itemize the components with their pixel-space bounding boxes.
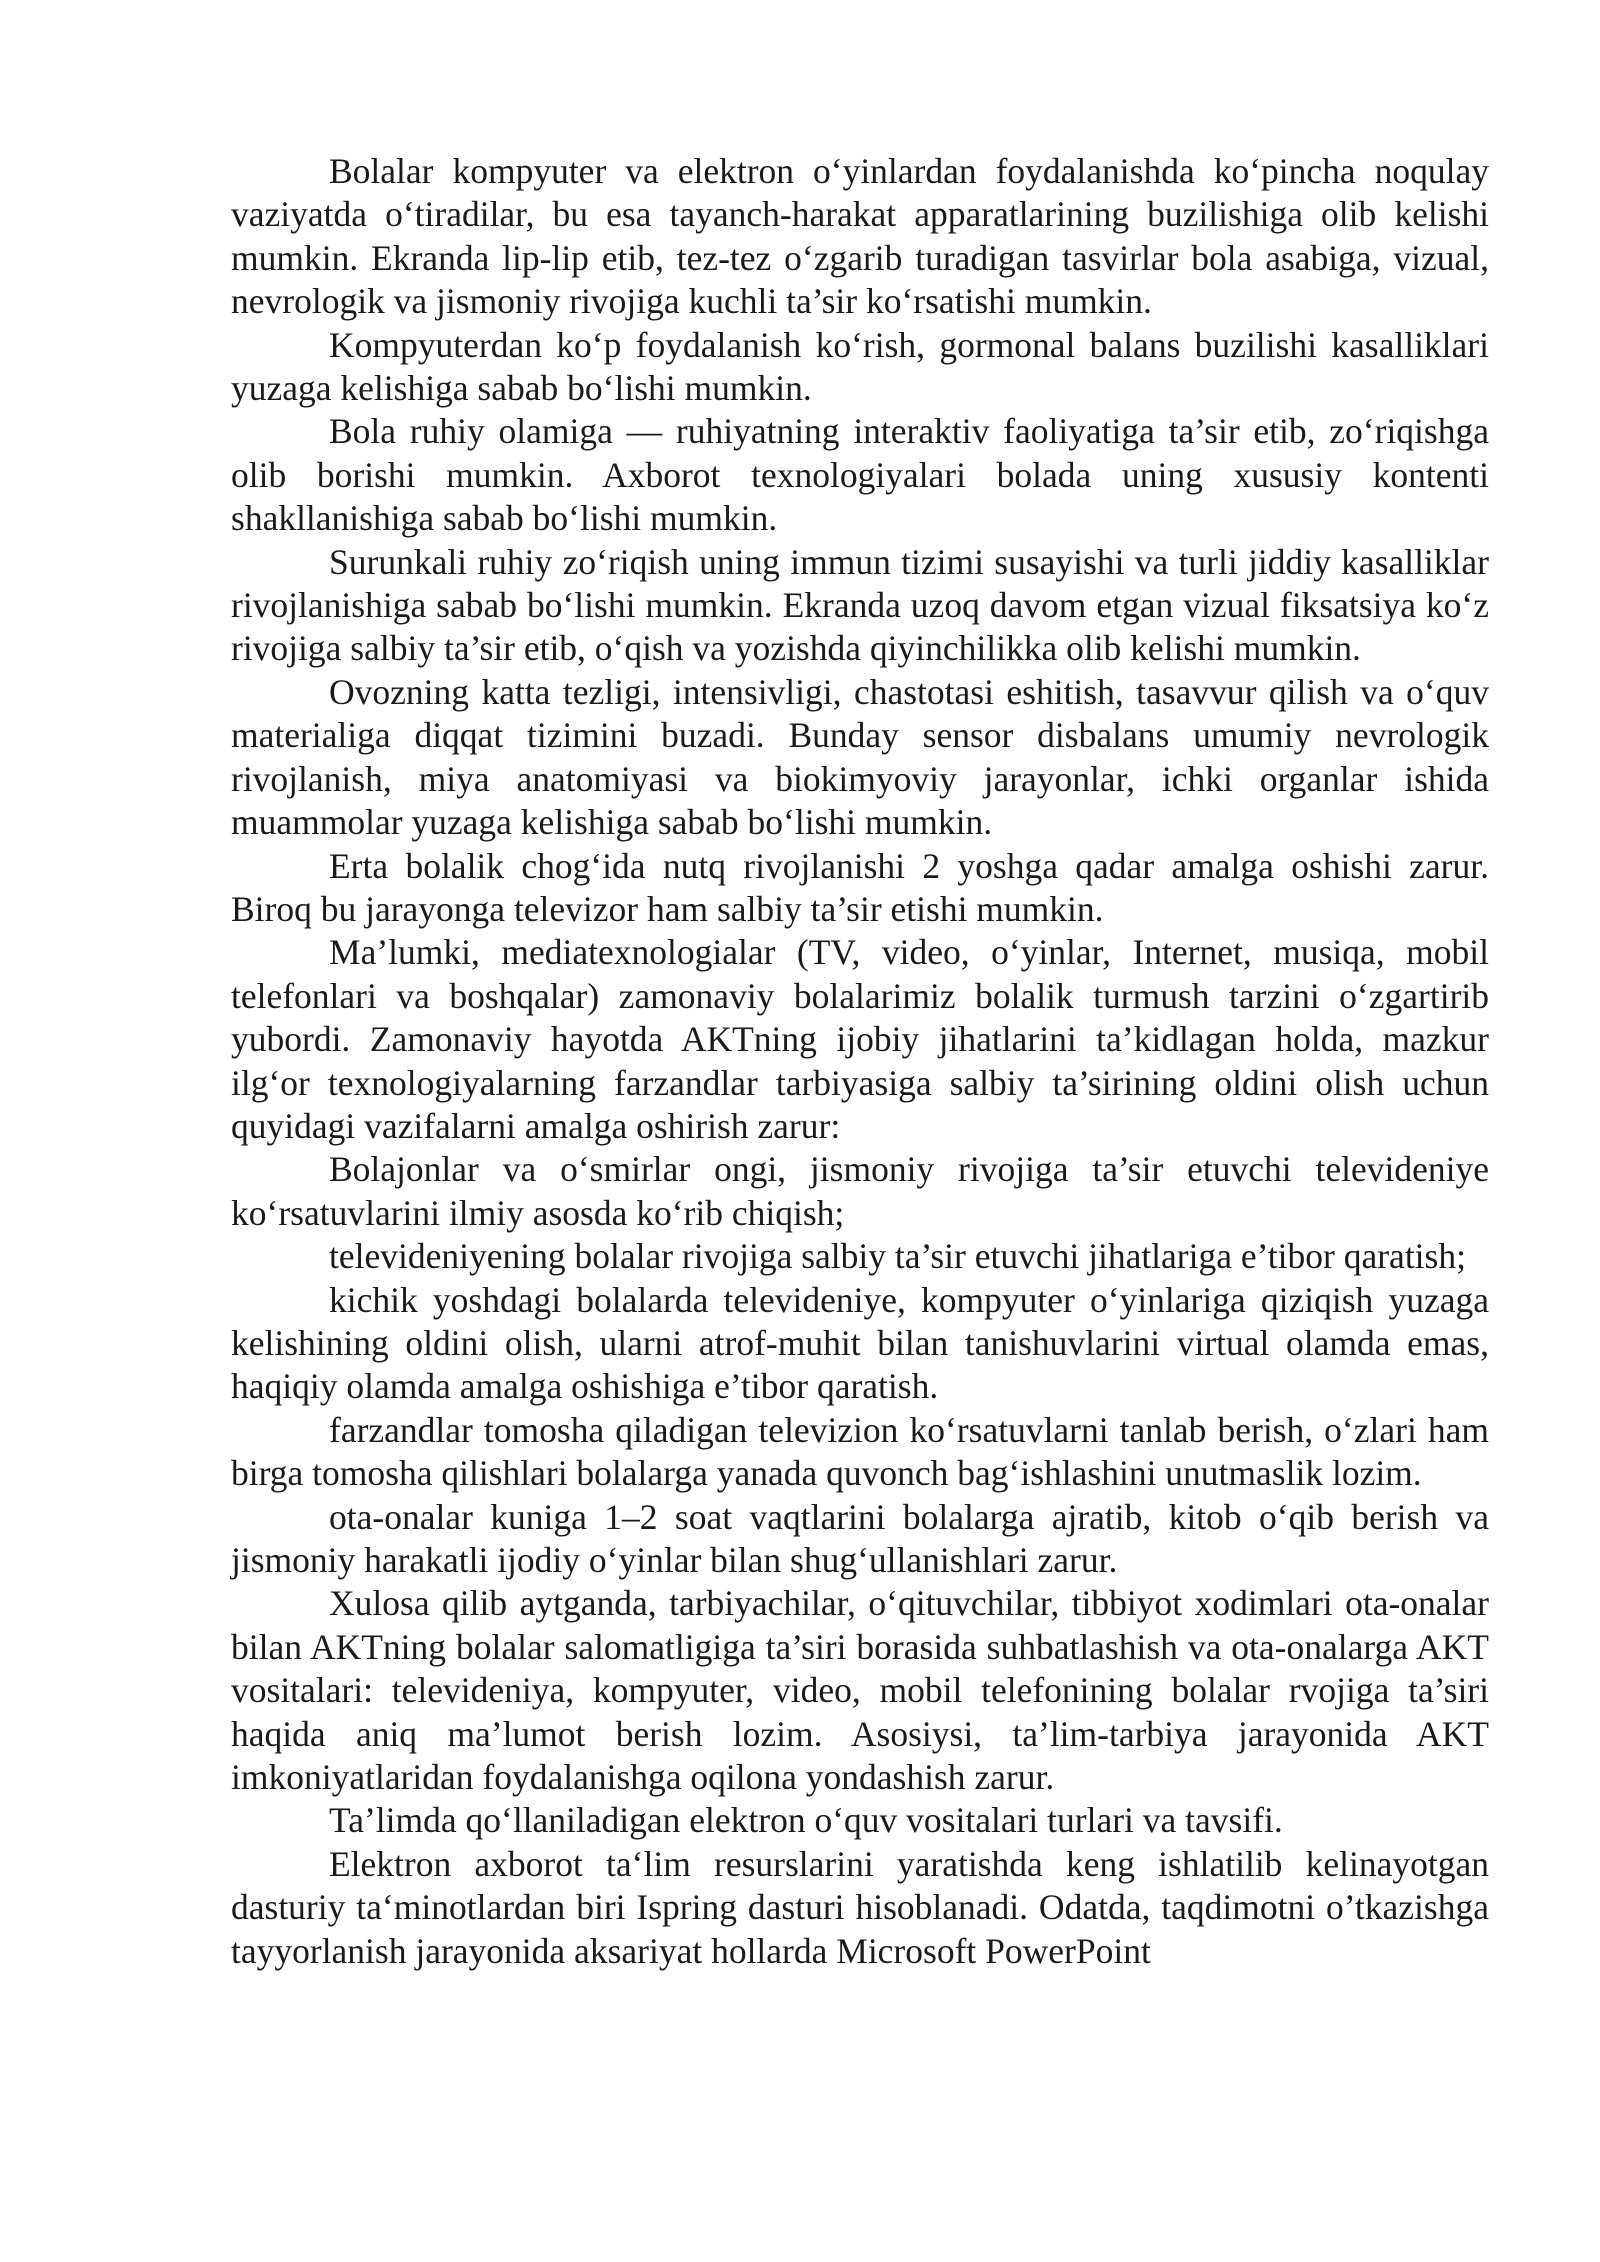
paragraph: Kompyuterdan ko‘p foydalanish ko‘rish, gormonal balans buzilishi kasalliklari yuzaga kelishiga sabab bo‘lishi mumkin. xyxy=(231,324,1489,409)
paragraph: Surunkali ruhiy zo‘riqish uning immun tizimi susayishi va turli jiddiy kasalliklar rivojlanishiga sabab bo‘lishi mumkin. Ekranda uzoq davom etgan vizual fiksatsiya ko‘z rivojiga salbiy ta’sir etib, o‘qish va yozishda qiyinchilikka olib kelishi mumkin. xyxy=(231,541,1489,669)
paragraph: Erta bolalik chog‘ida nutq rivojlanishi 2 yoshga qadar amalga oshishi zarur. Biroq bu jarayonga televizor ham salbiy ta’sir etishi mumkin. xyxy=(231,845,1489,929)
paragraph: Elektron axborot ta‘lim resurslarini yaratishda keng ishlatilib kelinayotgan dasturiy ta‘minotlardan biri Ispring dasturi hisoblanadi. Odatda, taqdimotni o’tkazishga tayyorlanish jarayonida aksariyat hollarda Microsoft PowerPoint xyxy=(231,1843,1489,1971)
list-item: televideniyening bolalar rivojiga salbiy ta’sir etuvchi jihatlariga e’tibor qaratish; xyxy=(329,1236,1466,1277)
paragraph: Ovozning katta tezligi, intensivligi, chastotasi eshitish, tasavvur qilish va o‘quv materialiga diqqat tizimini buzadi. Bunday sensor disbalans umumiy nevrologik rivojlanish, miya anatomiyasi va biokimyoviy jarayonlar, ichki organlar ishida muammolar yuzaga kelishiga sabab bo‘lishi mumkin. xyxy=(231,671,1489,843)
paragraph: Xulosa qilib aytganda, tarbiyachilar, o‘qituvchilar, tibbiyot xodimlari ota-onalar bilan AKTning bolalar salomatligiga ta’siri borasida suhbatlashish va ota-onalarga AKT vositalari: televideniya, kompyuter, video, mobil telefonining bolalar rvojiga ta’siri haqida aniq ma’lumot berish lozim. Asosiysi, ta’lim-tarbiya jarayonida AKT imkoniyatlaridan foydalanishga oqilona yondashish zarur. xyxy=(231,1583,1489,1798)
section-heading: Ta’limda qo‘llaniladigan elektron o‘quv vositalari turlari va tavsifi. xyxy=(329,1800,1283,1841)
paragraph: Bolalar kompyuter va elektron o‘yinlardan foydalanishda ko‘pincha noqulay vaziyatda o‘tiradilar, bu esa tayanch-harakat apparatlarining buzilishiga olib kelishi mumkin. Ekranda lip-lip etib, tez-tez o‘zgarib turadigan tasvirlar bola asabiga, vizual, nevrologik va jismoniy rivojiga kuchli ta’sir ko‘rsatishi mumkin. xyxy=(231,151,1489,322)
list-item: kichik yoshdagi bolalarda televideniye, kompyuter o‘yinlariga qiziqish yuzaga kelishining oldini olish, ularni atrof-muhit bilan tanishuvlarini virtual olamda emas, haqiqiy olamda amalga oshishiga e’tibor qaratish. xyxy=(231,1279,1489,1407)
list-item: Bolajonlar va o‘smirlar ongi, jismoniy rivojiga ta’sir etuvchi televideniye ko‘rsatuvlarini ilmiy asosda ko‘rib chiqish; xyxy=(231,1149,1489,1233)
paragraph: Ma’lumki, mediatexnologialar (TV, video, o‘yinlar, Internet, musiqa, mobil telefonlari va boshqalar) zamonaviy bolalarimiz bolalik turmush tarzini o‘zgartirib yubordi. Zamonaviy hayotda AKTning ijobiy jihatlarini ta’kidlagan holda, mazkur ilg‘or texnologiyalarning farzandlar tarbiyasiga salbiy ta’sirining oldini olish uchun quyidagi vazifalarni amalga oshirish zarur: xyxy=(231,932,1489,1146)
paragraph: Bola ruhiy olamiga — ruhiyatning interaktiv faoliyatiga ta’sir etib, zo‘riqishga olib borishi mumkin. Axborot texnologiyalari bolada uning xususiy kontenti shakllanishiga sabab bo‘lishi mumkin. xyxy=(231,411,1489,539)
document-page xyxy=(231,150,1489,1973)
list-item: farzandlar tomosha qiladigan televizion ko‘rsatuvlarni tanlab berish, o‘zlari ham birga tomosha qilishlari bolalarga yanada quvonch bag‘ishlashini unutmaslik lozim. xyxy=(231,1409,1489,1494)
list-item: ota-onalar kuniga 1–2 soat vaqtlarini bolalarga ajratib, kitob o‘qib berish va jismoniy harakatli ijodiy o‘yinlar bilan shug‘ullanishlari zarur. xyxy=(231,1496,1489,1580)
